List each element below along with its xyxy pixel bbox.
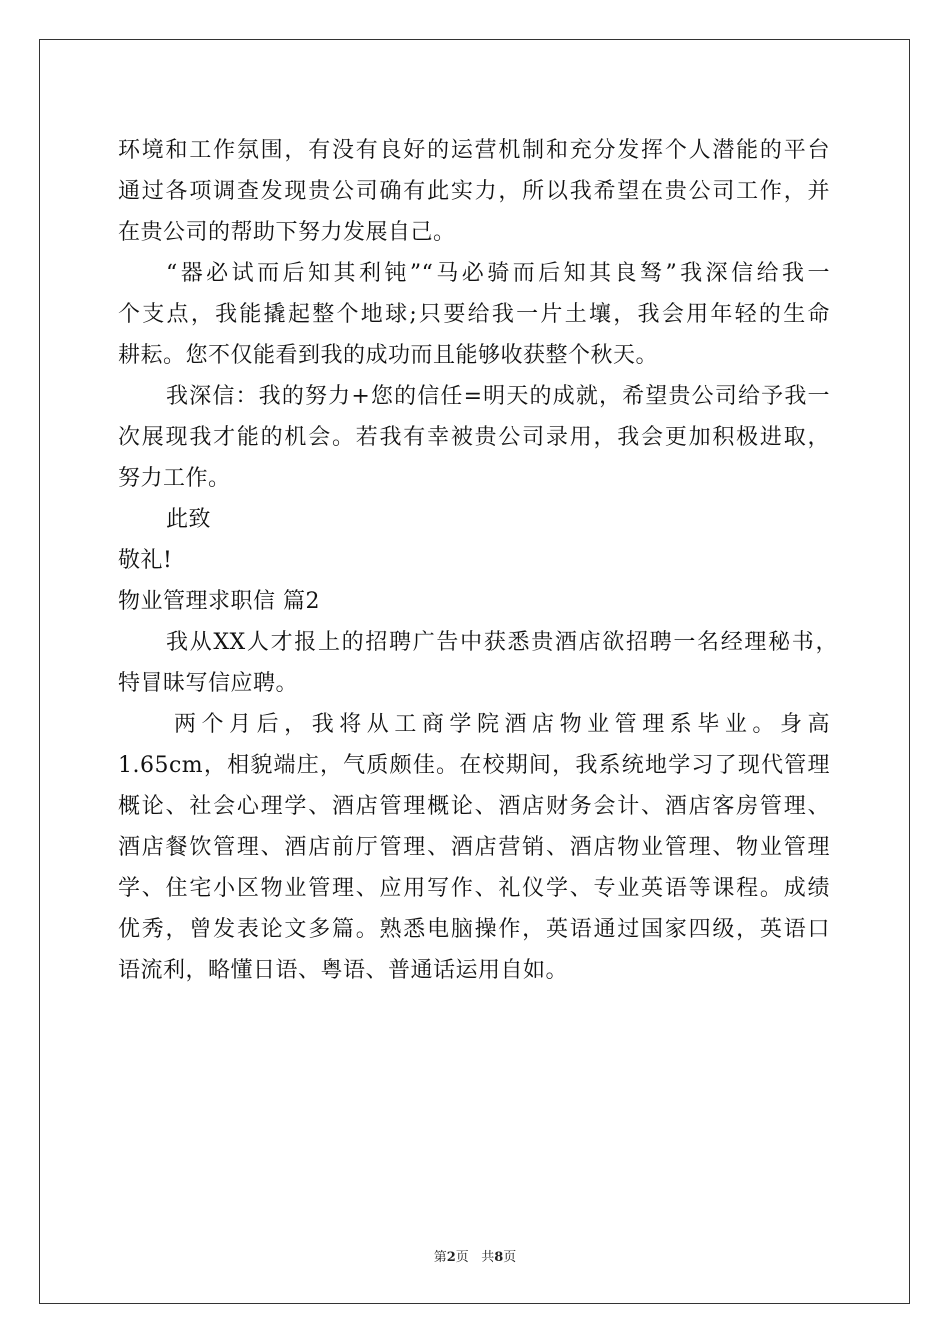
paragraph-5-line-6: 优秀，曾发表论文多篇。熟悉电脑操作，英语通过国家四级，英语口 — [118, 917, 830, 942]
paragraph-5-line-4: 酒店餐饮管理、酒店前厅管理、酒店营销、酒店物业管理、物业管理 — [118, 835, 830, 860]
page-footer — [0, 1246, 950, 1265]
paragraph-4-line-2: 特冒昧写信应聘。 — [118, 671, 299, 696]
footer-page-number: 2 — [446, 1250, 456, 1265]
paragraph-2-line-3: 耕耘。您不仅能看到我的成功而且能够收获整个秋天。 — [118, 343, 659, 368]
footer-total-suffix: 页 — [503, 1250, 517, 1265]
paragraph-4-line-1: 我从XX人才报上的招聘广告中获悉贵酒店欲招聘一名经理秘书， — [166, 630, 838, 655]
paragraph-1-line-2: 通过各项调查发现贵公司确有此实力，所以我希望在贵公司工作，并 — [118, 179, 830, 204]
paragraph-3-line-2: 次展现我才能的机会。若我有幸被贵公司录用，我会更加积极进取， — [118, 425, 830, 450]
paragraph-1-line-3: 在贵公司的帮助下努力发展自己。 — [118, 220, 456, 245]
paragraph-5-line-1: 两个月后，我将从工商学院酒店物业管理系毕业。身高 — [174, 712, 830, 737]
section-title: 物业管理求职信 篇2 — [118, 589, 320, 614]
paragraph-3-line-3: 努力工作。 — [118, 466, 231, 491]
closing-salutation: 此致 — [166, 507, 212, 532]
paragraph-3-line-1: 我深信：我的努力+您的信任=明天的成就，希望贵公司给予我一 — [166, 384, 830, 409]
footer-page-prefix: 第 — [433, 1250, 447, 1265]
closing-regards: 敬礼! — [118, 548, 173, 573]
document-body — [118, 130, 838, 991]
paragraph-2-line-2: 个支点，我能撬起整个地球;只要给我一片土壤，我会用年轻的生命 — [118, 302, 830, 327]
footer-total-prefix: 共 — [481, 1250, 495, 1265]
paragraph-1-line-1: 环境和工作氛围，有没有良好的运营机制和充分发挥个人潜能的平台 — [118, 138, 830, 163]
paragraph-2-line-1: “器必试而后知其利钝”“马必骑而后知其良驽”我深信给我一 — [166, 261, 830, 286]
paragraph-5-line-7: 语流利，略懂日语、粤语、普通话运用自如。 — [118, 958, 569, 983]
paragraph-5-line-3: 概论、社会心理学、酒店管理概论、酒店财务会计、酒店客房管理、 — [118, 794, 830, 819]
paragraph-5-line-2: 1.65cm，相貌端庄，气质颇佳。在校期间，我系统地学习了现代管理 — [118, 753, 830, 778]
paragraph-5-line-5: 学、住宅小区物业管理、应用写作、礼仪学、专业英语等课程。成绩 — [118, 876, 830, 901]
footer-total-pages: 8 — [494, 1250, 504, 1265]
footer-page-suffix: 页 — [455, 1250, 469, 1265]
